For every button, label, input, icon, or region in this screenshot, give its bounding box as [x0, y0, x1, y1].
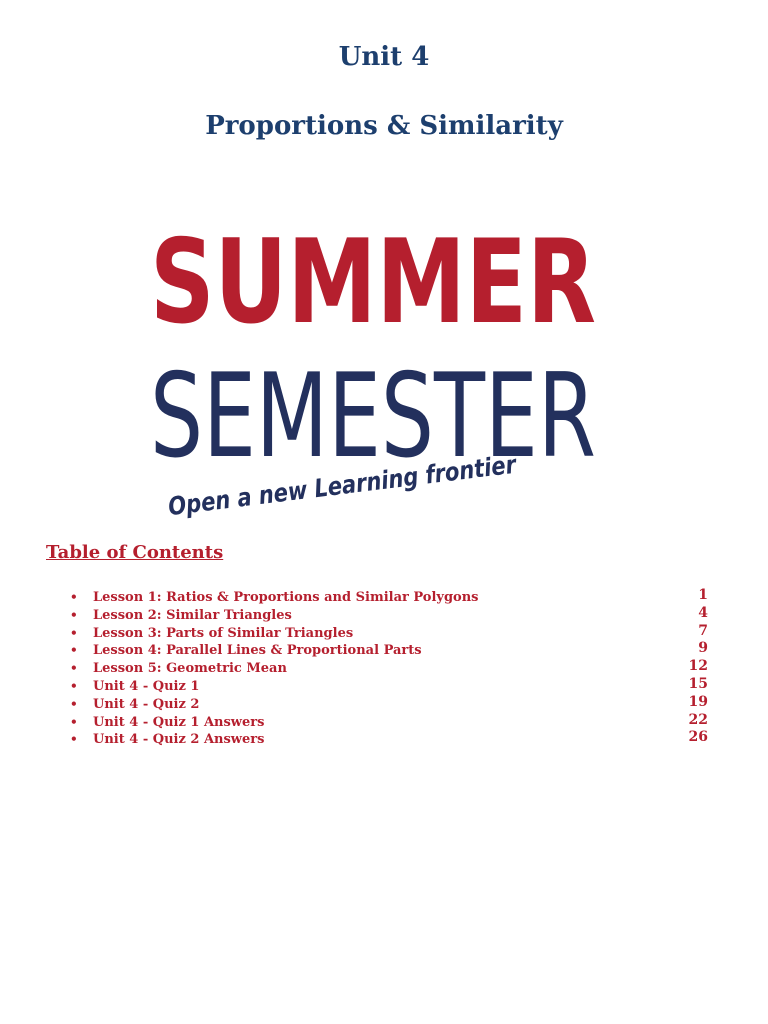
- toc-item[interactable]: [70, 731, 710, 749]
- toc-bullet: •: [70, 590, 78, 604]
- toc-item[interactable]: [70, 642, 710, 660]
- toc-item[interactable]: [70, 711, 710, 732]
- unit-subtitle: Proportions & Similarity: [205, 111, 563, 141]
- toc-item-page: 22: [688, 711, 708, 728]
- unit-title: Unit 4: [338, 42, 430, 72]
- toc-bullet: •: [70, 696, 78, 711]
- toc-item[interactable]: [70, 622, 710, 643]
- logo-tagline: Open a new Learning frontier: [166, 441, 583, 522]
- toc-item[interactable]: [70, 604, 710, 625]
- toc-item-page: 19: [688, 693, 708, 710]
- toc-item-page: 4: [698, 604, 708, 621]
- toc-item-label: Unit 4 - Quiz 1: [93, 678, 200, 694]
- toc-bullet: •: [70, 732, 78, 747]
- toc-item[interactable]: [70, 660, 710, 678]
- toc-item-label: Lesson 3: Parts of Similar Triangles: [93, 625, 354, 641]
- summer-semester-logo: [146, 222, 606, 522]
- toc-bullet: •: [70, 643, 78, 658]
- toc-item-label: Lesson 5: Geometric Mean: [93, 661, 287, 677]
- toc-item-label: Unit 4 - Quiz 2 Answers: [93, 732, 265, 748]
- toc-item-label: Unit 4 - Quiz 1 Answers: [93, 714, 265, 730]
- toc-item[interactable]: [70, 675, 710, 696]
- toc-item-page: 15: [688, 675, 708, 692]
- logo-line-summer: SUMMER: [150, 222, 596, 350]
- toc-item-label: Lesson 4: Parallel Lines & Proportional Parts: [93, 643, 422, 659]
- toc-item-page: 12: [688, 658, 708, 675]
- toc-bullet: •: [70, 714, 78, 729]
- toc-list: [70, 589, 710, 749]
- toc-bullet: •: [70, 661, 78, 676]
- toc-item[interactable]: [70, 693, 710, 714]
- toc-item-label: Lesson 2: Similar Triangles: [93, 607, 292, 623]
- toc-item-page: 7: [698, 622, 708, 639]
- toc-item-label: Unit 4 - Quiz 2: [93, 696, 200, 712]
- toc-heading: Table of Contents: [46, 542, 224, 563]
- toc-item-page: 1: [698, 587, 708, 603]
- toc-item-page: 9: [698, 640, 708, 657]
- toc-bullet: •: [70, 607, 78, 622]
- toc-item[interactable]: [70, 589, 710, 607]
- toc-bullet: •: [70, 625, 78, 640]
- toc-item-label: Lesson 1: Ratios & Proportions and Similar Polygons: [93, 590, 479, 605]
- toc-item-page: 26: [688, 729, 708, 746]
- logo-line-semester: SEMESTER: [150, 349, 596, 484]
- toc-bullet: •: [70, 678, 78, 693]
